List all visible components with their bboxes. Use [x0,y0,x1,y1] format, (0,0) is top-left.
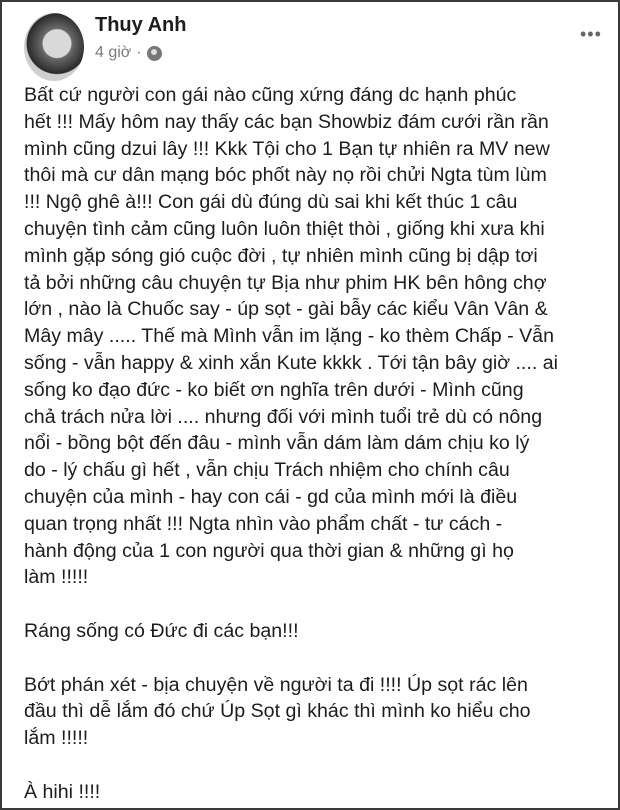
post-text-line: Bất cứ người con gái nào cũng xứng đáng dc hạnh phúc [24,84,517,106]
post-text-line: sống - vẫn happy & xinh xắn Kute kkkk . Tới tận bây giờ .... ai [24,351,558,374]
more-options-button[interactable]: ••• [580,24,602,44]
post-text-line: do - lý chấu gì hết , vẫn chịu Trách nhiệm cho chính câu [24,459,510,482]
paragraph-gap [24,752,558,779]
globe-icon[interactable] [147,46,162,61]
paragraph-gap [24,645,558,672]
post-text-line: mình cũng dzui lây !!! Kkk Tội cho 1 Bạn tự nhiên ra MV new [24,137,550,160]
post-meta [95,44,162,62]
post-text-line: quan trọng nhất !!! Ngta nhìn vào phẩm chất - tư cách - [24,512,503,535]
post-text-line: À hihi !!!! [24,780,101,803]
author-name[interactable]: Thuy Anh [95,14,187,36]
post-text-line: chuyện tình cảm cũng luôn luôn thiệt thòi , giống khi xưa khi [24,217,545,240]
post-text [24,82,558,806]
post-text-line: hành động của 1 con người qua thời gian & những gì họ [24,539,514,562]
post-text-line: !!! Ngộ ghê à!!! Con gái dù đúng dù sai khi kết thúc 1 câu [24,191,518,214]
post-text-line: nổi - bồng bột đến đâu - mình vẫn dám làm dám chịu ko lý [24,432,530,455]
post-text-line: đầu thì dễ lắm đó chứ Úp Sọt gì khác thì mình ko hiểu cho [24,700,531,723]
post-text-line: chả trách nửa lời .... nhưng đối với mình tuổi trẻ dù có nông [24,405,543,428]
post-text-line: hết !!! Mấy hôm nay thấy các bạn Showbiz đám cưới rần rần [24,110,549,133]
post-text-line: Mây mây ..... Thế mà Mình vẫn im lặng - ko thèm Chấp - Vẫn [24,325,554,348]
post-text-line: mình gặp sóng gió cuộc đời , tự nhiên mình cũng bị dập tơi [24,244,538,267]
post-text-line: làm !!!!! [24,566,89,589]
post-text-line: Bớt phán xét - bịa chuyện về người ta đi !!!! Úp sọt rác lên [24,673,528,696]
post-text-line: lớn , nào là Chuốc say - úp sọt - gài bẫy các kiểu Vân Vân & [24,298,548,321]
post-text-line: tả bởi những câu chuyện tự Bịa như phim HK bên hông chợ [24,271,547,294]
post-text-line: chuyện của mình - hay con cái - gd của mình mới là điều [24,485,518,508]
post-text-line: thôi mà cư dân mạng bóc phốt này nọ rồi chửi Ngta tùm lùm [24,164,547,187]
post-time[interactable]: 4 giờ [95,44,132,61]
avatar[interactable] [24,13,84,81]
meta-separator: · [136,44,142,61]
post-text-line: lắm !!!!! [24,727,89,750]
post-text-line: Ráng sống có Đức đi các bạn!!! [24,619,299,642]
paragraph-gap [24,591,558,618]
post-text-line: sống ko đạo đức - ko biết ơn nghĩa trên dưới - Mình cũng [24,378,524,401]
